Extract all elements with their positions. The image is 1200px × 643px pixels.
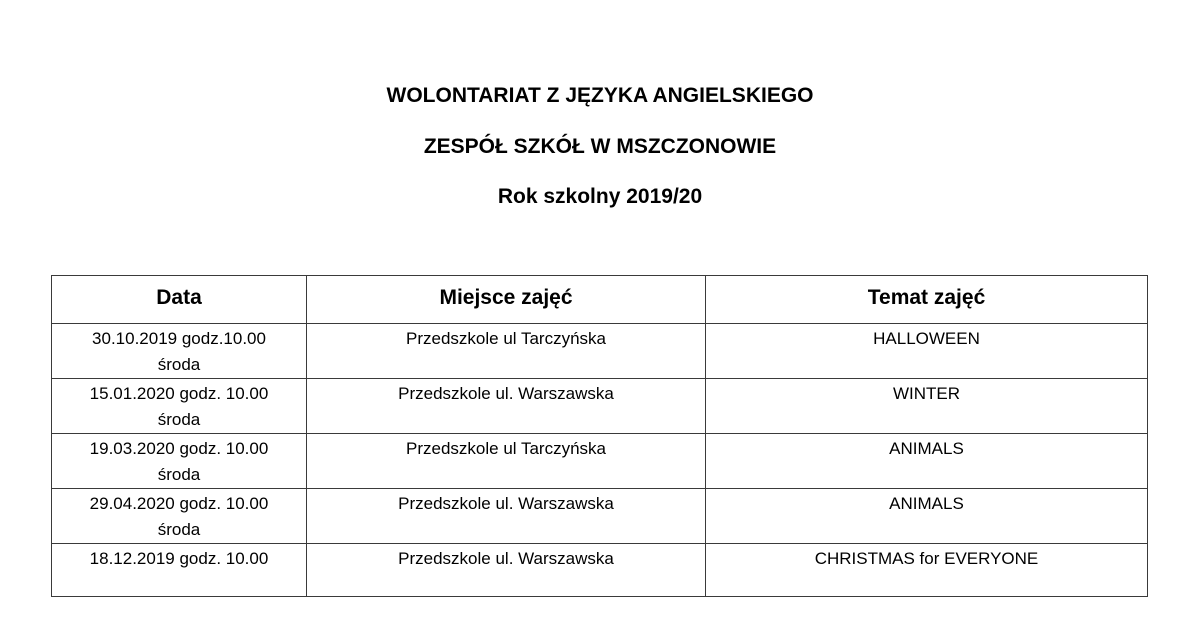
topic-cell: ANIMALS — [706, 434, 1148, 489]
date-cell — [52, 324, 307, 379]
place-cell: Przedszkole ul Tarczyńska — [307, 324, 706, 379]
date-cell — [52, 544, 307, 597]
weekday-text: środa — [157, 410, 201, 429]
date-cell — [52, 379, 307, 434]
date-text: 30.10.2019 godz.10.00 — [92, 329, 266, 348]
date-text: 18.12.2019 godz. 10.00 — [89, 549, 269, 568]
place-cell: Przedszkole ul. Warszawska — [307, 379, 706, 434]
table-row — [52, 434, 1148, 489]
place-cell: Przedszkole ul. Warszawska — [307, 544, 706, 597]
weekday-text: środa — [157, 355, 201, 374]
table-row — [52, 379, 1148, 434]
table-row — [52, 544, 1148, 597]
date-text: 15.01.2020 godz. 10.00 — [89, 384, 269, 403]
topic-cell: WINTER — [706, 379, 1148, 434]
column-header-topic: Temat zajęć — [706, 276, 1148, 324]
table-header-row — [52, 276, 1148, 324]
date-cell — [52, 434, 307, 489]
document-title: WOLONTARIAT Z JĘZYKA ANGIELSKIEGO — [386, 84, 814, 107]
weekday-text: środa — [157, 520, 201, 539]
date-text: 19.03.2020 godz. 10.00 — [89, 439, 269, 458]
schedule-table — [51, 275, 1148, 597]
school-name: ZESPÓŁ SZKÓŁ W MSZCZONOWIE — [423, 135, 777, 158]
date-text: 29.04.2020 godz. 10.00 — [89, 494, 269, 513]
table-row — [52, 324, 1148, 379]
column-header-place: Miejsce zajęć — [307, 276, 706, 324]
topic-cell: HALLOWEEN — [706, 324, 1148, 379]
date-cell — [52, 489, 307, 544]
column-header-date: Data — [52, 276, 307, 324]
place-cell: Przedszkole ul Tarczyńska — [307, 434, 706, 489]
weekday-text: środa — [157, 465, 201, 484]
topic-cell: CHRISTMAS for EVERYONE — [706, 544, 1148, 597]
topic-cell: ANIMALS — [706, 489, 1148, 544]
table-row — [52, 489, 1148, 544]
school-year: Rok szkolny 2019/20 — [497, 185, 703, 208]
place-cell: Przedszkole ul. Warszawska — [307, 489, 706, 544]
